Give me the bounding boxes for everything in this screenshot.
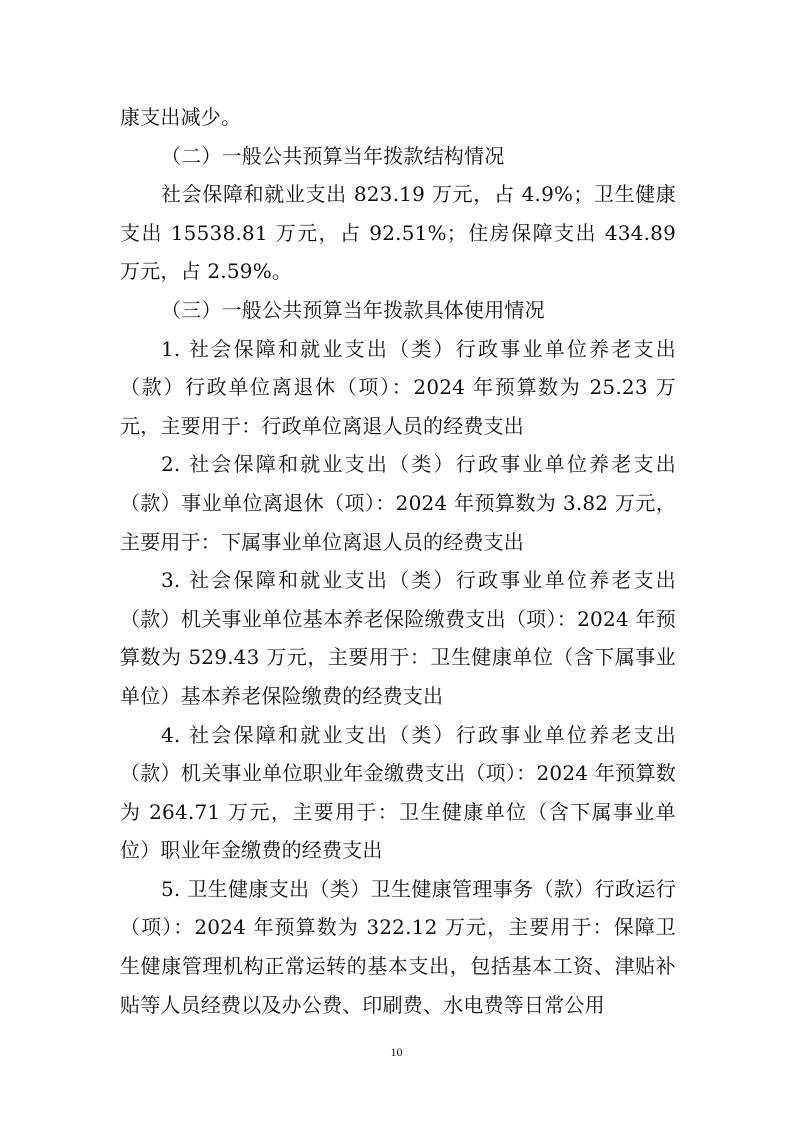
section-heading-structure: （二）一般公共预算当年拨款结构情况 [161,143,505,168]
usage-item-3: 3. 社会保障和就业支出（类）行政事业单位养老支出（款）机关事业单位基本养老保险缴费支出（项）：2024 年预算数为 529.43 万元，主要用于：卫生健康单位（含下属事业单位）基本养老保险缴费的经费支出 [120,568,676,708]
usage-item-5: 5. 卫生健康支出（类）卫生健康管理事务（款）行政运行（项）：2024 年预算数为 322.12 万元，主要用于：保障卫生健康管理机构正常运转的基本支出，包括基本工资、津贴补贴等人员经费以及办公费、印刷费、水电费等日常公用 [120,876,676,1017]
paragraph-continuation: 康支出减少。 [120,105,242,129]
page-number: 10 [390,1045,403,1059]
usage-item-1: 1. 社会保障和就业支出（类）行政事业单位养老支出（款）行政单位离退休（项）：2024 年预算数为 25.23 万元，主要用于：行政单位离退人员的经费支出 [120,336,676,438]
paragraph-structure-detail: 社会保障和就业支出 823.19 万元，占 4.9%；卫生健康支出 15538.81 万元，占 92.51%；住房保障支出 434.89 万元，占 2.59%。 [120,182,676,284]
section-heading-usage: （三）一般公共预算当年拨款具体使用情况 [161,297,545,322]
usage-item-4: 4. 社会保障和就业支出（类）行政事业单位养老支出（款）机关事业单位职业年金缴费支出（项）：2024 年预算数为 264.71 万元，主要用于：卫生健康单位（含下属事业单位）职业年金缴费的经费支出 [120,722,676,863]
document-body [120,98,676,1024]
usage-item-2: 2. 社会保障和就业支出（类）行政事业单位养老支出（款）事业单位离退休（项）：2024 年预算数为 3.82 万元，主要用于：下属事业单位离退人员的经费支出 [120,452,676,554]
